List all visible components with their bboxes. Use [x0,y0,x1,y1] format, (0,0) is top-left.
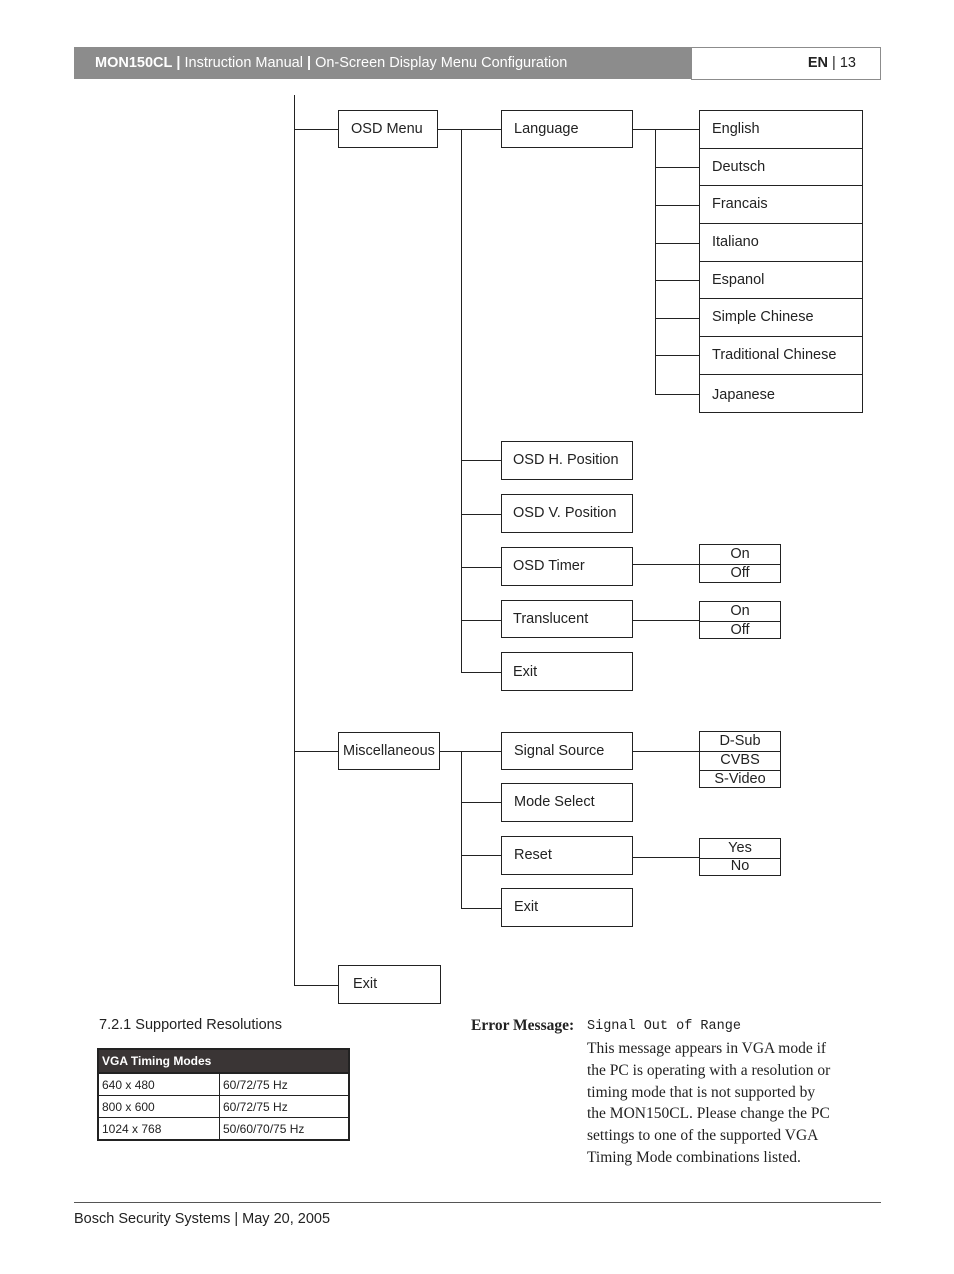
connector-line [632,620,700,621]
reset-options [699,838,781,876]
page-number-box [691,47,881,80]
page-header [74,47,691,79]
language-option: Traditional Chinese [699,336,863,375]
connector-line [632,857,700,858]
osd-v-position-node: OSD V. Position [501,494,633,533]
page-footer: Bosch Security Systems | May 20, 2005 [74,1211,331,1227]
language-option: Japanese [699,374,863,413]
osd-menu-node: OSD Menu [338,110,438,148]
header-separator: | [307,55,312,71]
connector-line [437,129,502,130]
product-name: MON150CL [95,55,173,71]
connector-line [632,564,700,565]
table-row [98,1073,349,1096]
connector-line [655,243,700,244]
resolution-cell: 1024 x 768 [98,1118,220,1141]
osd-exit-node: Exit [501,652,633,691]
connector-line [655,355,700,356]
connector-line [461,129,462,672]
language-option: Francais [699,185,863,224]
resolution-cell: 640 x 480 [98,1073,220,1096]
table-row [98,1096,349,1118]
connector-line [632,129,700,130]
translucent-node: Translucent [501,600,633,638]
language-code: EN [807,55,829,71]
connector-line [655,394,700,395]
option-cvbs: CVBS [700,751,780,770]
osd-timer-options [699,544,781,583]
error-message-label: Error Message: [471,1017,575,1034]
manual-title: Instruction Manual [184,55,303,71]
language-node: Language [501,110,633,148]
refresh-cell: 50/60/70/75 Hz [220,1118,350,1141]
connector-line [655,205,700,206]
header-separator: | [832,55,836,71]
language-option: Simple Chinese [699,298,863,337]
page-number: 13 [839,55,856,71]
refresh-cell: 60/72/75 Hz [220,1096,350,1118]
connector-line [655,280,700,281]
connector-line [632,751,700,752]
option-off: Off [700,621,780,638]
signal-source-node: Signal Source [501,732,633,770]
language-option: Italiano [699,223,863,262]
connector-line [294,95,295,986]
miscellaneous-node: Miscellaneous [338,732,440,770]
connector-line [461,908,502,909]
connector-line [294,985,339,986]
option-on: On [730,603,750,619]
translucent-options [699,601,781,639]
mode-select-node: Mode Select [501,783,633,822]
connector-line [461,751,462,908]
resolutions-heading: 7.2.1 Supported Resolutions [99,1017,282,1033]
language-option: Espanol [699,261,863,299]
option-on: On [730,546,750,562]
option-yes: Yes [728,840,752,856]
connector-line [461,802,502,803]
connector-line [655,318,700,319]
error-code: Signal Out of Range [587,1019,741,1034]
option-no: No [700,858,780,875]
connector-line [461,460,502,461]
osd-timer-node: OSD Timer [501,547,633,586]
section-title: On-Screen Display Menu Configuration [315,55,568,71]
language-option: Deutsch [699,148,863,186]
signal-source-options [699,731,781,788]
table-row [98,1118,349,1141]
connector-line [294,751,339,752]
main-exit-node: Exit [338,965,441,1004]
vga-timing-table [97,1048,350,1141]
connector-line [439,751,502,752]
connector-line [461,514,502,515]
language-option: English [699,110,863,149]
connector-line [461,855,502,856]
connector-line [461,567,502,568]
table-header: VGA Timing Modes [98,1049,349,1073]
option-off: Off [700,564,780,582]
footer-divider [74,1202,881,1203]
refresh-cell: 60/72/75 Hz [220,1073,350,1096]
option-s-video: S-Video [700,770,780,787]
osd-h-position-node: OSD H. Position [501,441,633,480]
header-separator: | [176,55,181,71]
connector-line [461,672,502,673]
connector-line [294,129,339,130]
reset-node: Reset [501,836,633,875]
connector-line [461,620,502,621]
option-d-sub: D-Sub [719,733,761,749]
resolution-cell: 800 x 600 [98,1096,220,1118]
connector-line [655,167,700,168]
misc-exit-node: Exit [501,888,633,927]
error-description: This message appears in VGA mode if the PC is operating with a resolution or timing mode that is not supported by the MON150CL. Please change the PC settings to one of the supported VGA Timing Mode combinations listed. [587,1040,831,1166]
